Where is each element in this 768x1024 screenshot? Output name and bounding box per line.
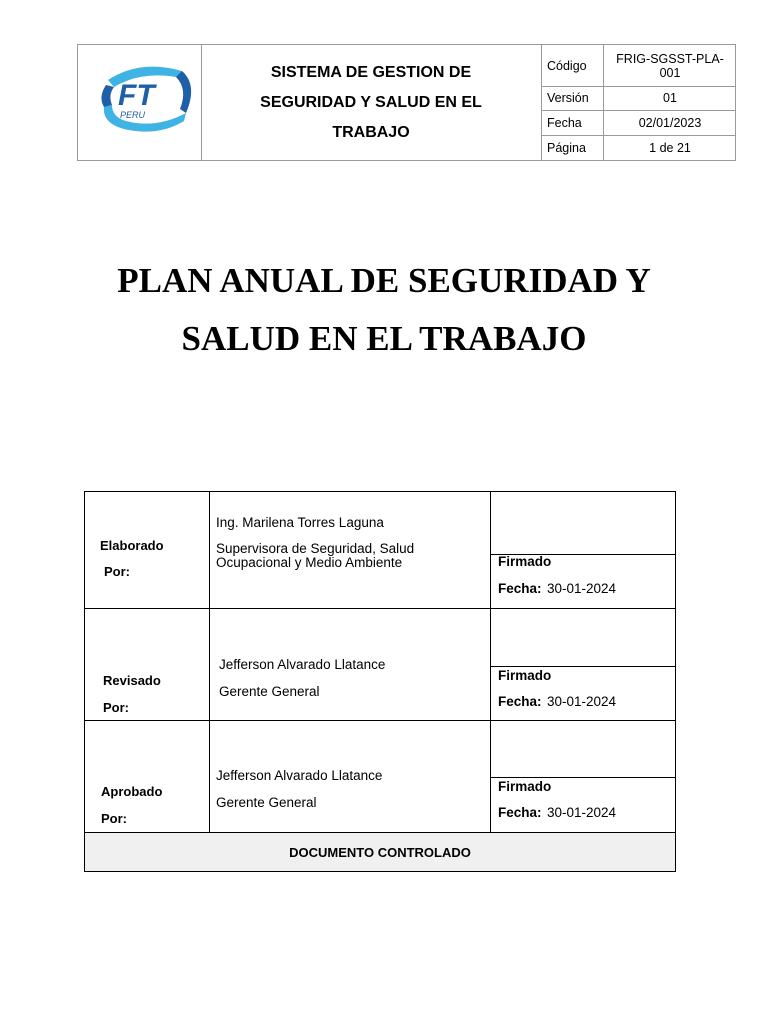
role-cell: [85, 721, 210, 832]
logo-text: FT: [118, 79, 155, 112]
date-label: Fecha:: [498, 694, 542, 709]
person-cell: [209, 609, 491, 720]
signed-status: Firmado: [498, 554, 552, 569]
signature-cell: [490, 609, 675, 720]
role-label-por: Por:: [101, 811, 127, 826]
date-value: 30-01-2024: [547, 694, 617, 709]
approval-row-approved: [85, 721, 675, 833]
meta-key: Versión: [542, 86, 604, 110]
system-title-line2: SEGURIDAD Y SALUD EN EL: [260, 93, 482, 111]
date-value: 30-01-2024: [547, 805, 617, 820]
person-position: Gerente General: [216, 795, 317, 810]
system-title-line3: TRABAJO: [332, 123, 410, 141]
meta-value: [604, 45, 736, 86]
logo-cell: [78, 45, 202, 160]
approval-table: [84, 491, 676, 872]
document-title: [0, 252, 768, 368]
person-position-cont: Ocupacional y Medio Ambiente: [216, 555, 403, 570]
document-title-line2: SALUD EN EL TRABAJO: [181, 319, 587, 358]
person-name: Ing. Marilena Torres Laguna: [216, 515, 384, 530]
signature-divider: [490, 777, 675, 778]
signature-cell: [490, 721, 675, 832]
meta-row-page: [542, 135, 736, 160]
person-cell: [209, 721, 491, 832]
meta-row-version: [542, 86, 736, 111]
role-label-por: Por:: [104, 564, 130, 579]
meta-value: 01: [663, 91, 677, 105]
person-name: Jefferson Alvarado Llatance: [219, 657, 386, 672]
controlled-document-label: DOCUMENTO CONTROLADO: [85, 833, 675, 871]
signed-status: Firmado: [498, 668, 552, 683]
meta-value: 1 de 21: [649, 140, 691, 155]
system-title: [201, 45, 542, 160]
meta-value-line2: 001: [659, 65, 681, 80]
signature-divider: [490, 666, 675, 667]
date-value: 30-01-2024: [547, 581, 617, 596]
role-label-por: Por:: [103, 700, 129, 715]
signed-status: Firmado: [498, 779, 552, 794]
role-label: Aprobado: [101, 784, 163, 799]
date-label: Fecha:: [498, 581, 542, 596]
document-title-line1: PLAN ANUAL DE SEGURIDAD Y: [117, 261, 651, 300]
meta-key: Página: [542, 135, 604, 160]
date-label: Fecha:: [498, 805, 542, 820]
approval-row-prepared: [85, 492, 675, 609]
meta-value-line1: FRIG-SGSST-PLA-: [616, 51, 724, 66]
document-meta: [542, 45, 736, 160]
meta-key: Código: [542, 45, 604, 86]
role-label: Revisado: [103, 673, 161, 688]
role-cell: [85, 609, 210, 720]
person-position: Supervisora de Seguridad, Salud: [216, 541, 415, 556]
document-header: [77, 44, 736, 161]
meta-value: 02/01/2023: [638, 115, 702, 130]
person-cell: [209, 492, 491, 608]
meta-key: Fecha: [542, 110, 604, 135]
system-title-line1: SISTEMA DE GESTION DE: [270, 63, 472, 81]
approval-row-reviewed: [85, 609, 675, 721]
company-logo: [78, 45, 201, 160]
logo-subtext: PERU: [120, 110, 146, 120]
person-name: Jefferson Alvarado Llatance: [216, 768, 383, 783]
role-label: Elaborado: [100, 538, 164, 553]
meta-row-date: [542, 110, 736, 136]
role-cell: [85, 492, 210, 608]
signature-cell: [490, 492, 675, 608]
person-position: Gerente General: [219, 684, 320, 699]
meta-row-code: [542, 45, 736, 87]
